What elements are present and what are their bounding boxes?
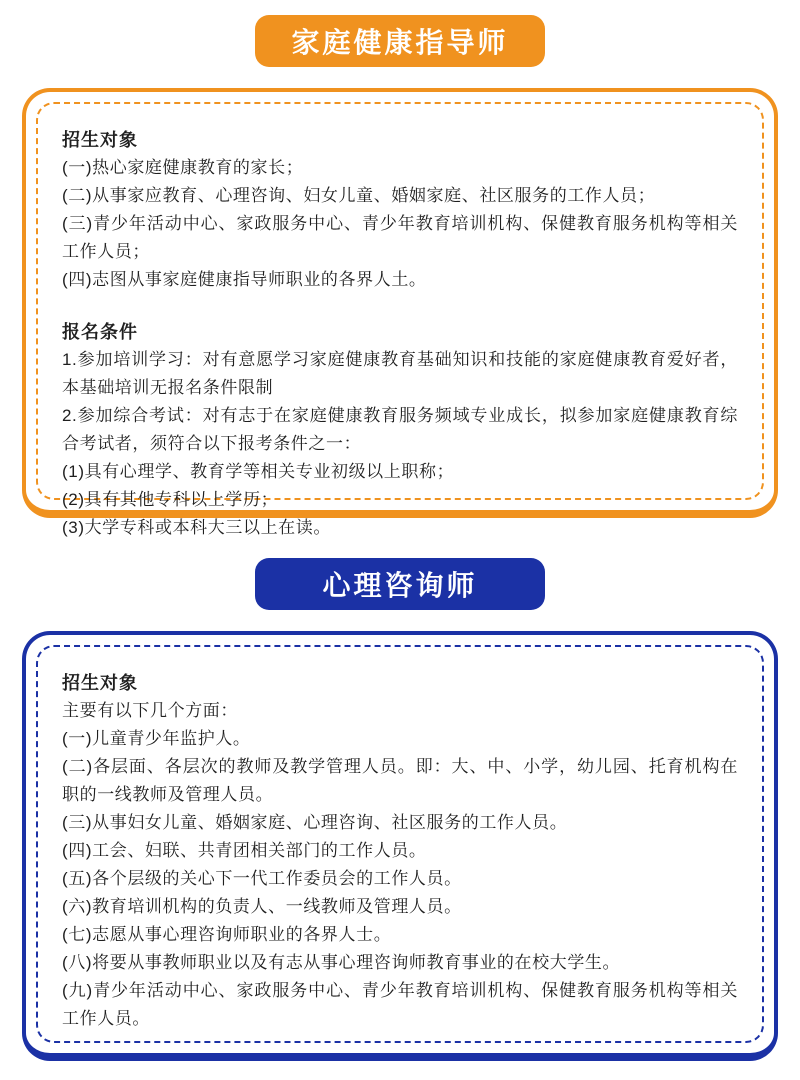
list-item: (八)将要从事教师职业以及有志从事心理咨询师教育事业的在校大学生。 xyxy=(62,953,621,972)
list-item: (二)各层面、各层次的教师及教学管理人员。即：大、中、小学，幼儿园、托育机构在职的一线教师及管理人员。 xyxy=(62,757,738,804)
enrollment-targets-block xyxy=(62,126,738,294)
list-item: (九)青少年活动中心、家政服务中心、青少年教育培训机构、保健教育服务机构等相关工作人员。 xyxy=(62,981,738,1028)
list-item: (五)各个层级的关心下一代工作委员会的工作人员。 xyxy=(62,869,462,888)
section-psychological-counselor xyxy=(0,558,800,1061)
section-badge: 心理咨询师 xyxy=(255,558,545,610)
list-item: (七)志愿从事心理咨询师职业的各界人士。 xyxy=(62,925,392,944)
list-item: (三)青少年活动中心、家政服务中心、青少年教育培训机构、保健教育服务机构等相关工作人员； xyxy=(62,214,738,261)
block-heading: 招生对象 xyxy=(62,673,138,693)
info-card xyxy=(22,88,778,537)
list-item: (一)儿童青少年监护人。 xyxy=(62,729,251,748)
list-item: (四)志图从事家庭健康指导师职业的各界人土。 xyxy=(62,270,427,289)
list-item: (1)具有心理学、教育学等相关专业初级以上职称； xyxy=(62,462,455,481)
list-item: 2.参加综合考试：对有志于在家庭健康教育服务频域专业成长，拟参加家庭健康教育综合考试者，须符合以下报考条件之一： xyxy=(62,406,738,453)
list-item: (四)工会、妇联、共青团相关部门的工作人员。 xyxy=(62,841,427,860)
info-card-inner xyxy=(36,645,764,1043)
enrollment-targets-block xyxy=(62,669,738,1033)
section-family-health-instructor xyxy=(0,15,800,537)
list-item: (二)从事家应教育、心理咨询、妇女儿童、婚姻家庭、社区服务的工作人员； xyxy=(62,186,656,205)
registration-conditions-block xyxy=(62,318,738,542)
block-heading: 招生对象 xyxy=(62,130,138,150)
list-item: 1.参加培训学习：对有意愿学习家庭健康教育基础知识和技能的家庭健康教育爱好者，本基础培训无报名条件限制 xyxy=(62,350,738,397)
list-item: (六)教育培训机构的负责人、一线教师及管理人员。 xyxy=(62,897,462,916)
list-intro: 主要有以下几个方面： xyxy=(62,701,238,720)
list-item: (一)热心家庭健康教育的家长； xyxy=(62,158,304,177)
info-card-inner xyxy=(36,102,764,537)
list-item: (3)大学专科或本科大三以上在读。 xyxy=(62,518,331,537)
list-item: (2)具有其他专科以上学历； xyxy=(62,490,279,509)
info-card xyxy=(22,631,778,1061)
list-item: (三)从事妇女儿童、婚姻家庭、心理咨询、社区服务的工作人员。 xyxy=(62,813,568,832)
block-heading: 报名条件 xyxy=(62,322,138,342)
section-badge: 家庭健康指导师 xyxy=(255,15,545,67)
